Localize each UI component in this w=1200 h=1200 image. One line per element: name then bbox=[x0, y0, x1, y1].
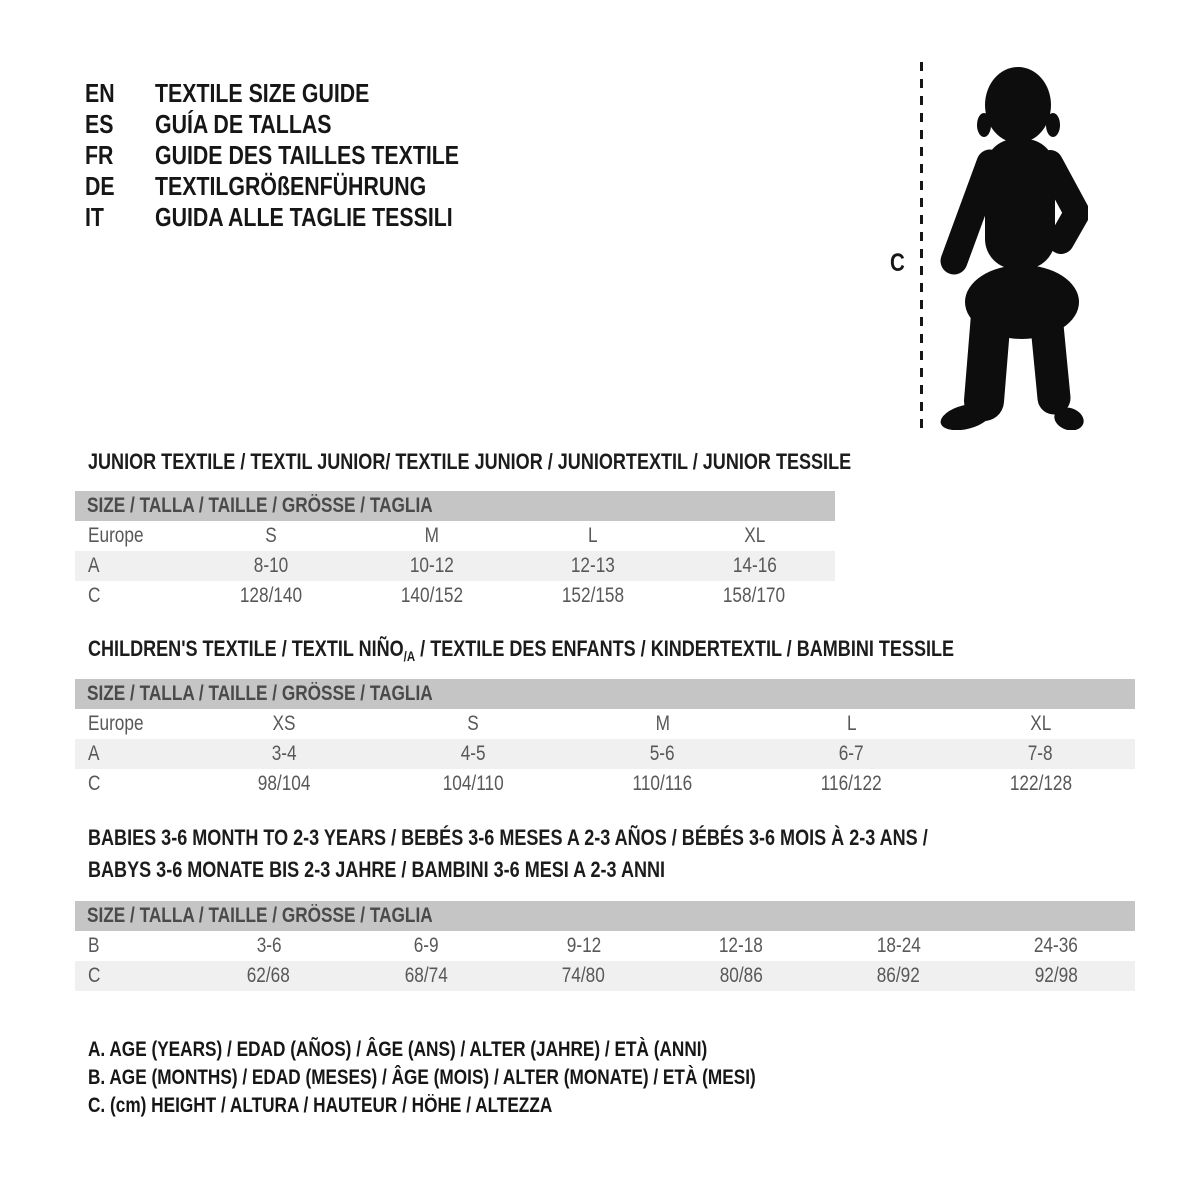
table-row-age bbox=[75, 739, 1135, 769]
language-code: ES bbox=[85, 109, 114, 139]
months-cell: 24-36 bbox=[1034, 934, 1079, 957]
children-table-title-text: CHILDREN'S TEXTILE / TEXTIL $NIÑO_{/A}$ / TEXTILE DES ENFANTS / KINDERTEXTIL / BAMBINI TESSILE bbox=[88, 636, 955, 664]
size-cell: XL bbox=[1029, 712, 1052, 735]
table-row-europe bbox=[75, 709, 1135, 739]
height-dashed-line bbox=[920, 62, 923, 434]
height-cell: 116/122 bbox=[821, 772, 882, 795]
language-code: FR bbox=[85, 140, 114, 170]
junior-size-table bbox=[75, 491, 835, 611]
age-cell: 6-7 bbox=[839, 742, 864, 765]
age-cell: 5-6 bbox=[650, 742, 675, 765]
age-cell: 14-16 bbox=[732, 554, 777, 577]
height-cell: 152/158 bbox=[561, 584, 625, 607]
size-header-bar bbox=[75, 679, 1135, 709]
height-cell: 86/92 bbox=[877, 964, 921, 987]
junior-table-title-text: JUNIOR TEXTILE / TEXTIL JUNIOR/ TEXTILE JUNIOR / JUNIORTEXTIL / JUNIOR TESSILE bbox=[88, 449, 852, 474]
language-row bbox=[85, 109, 526, 140]
height-cell: 92/98 bbox=[1034, 964, 1078, 987]
height-cell: 140/152 bbox=[400, 584, 463, 607]
size-cell: XL bbox=[743, 524, 765, 547]
children-table-title bbox=[88, 633, 1144, 672]
language-title: GUÍA DE TALLAS bbox=[155, 109, 332, 139]
size-header-bar bbox=[75, 901, 1135, 931]
table-row-months bbox=[75, 931, 1135, 961]
size-header-label: SIZE / TALLA / TAILLE / GRÖSSE / TAGLIA bbox=[87, 904, 433, 927]
height-cell: 74/80 bbox=[562, 964, 606, 987]
children-size-table bbox=[75, 679, 1135, 799]
table-row-height bbox=[75, 769, 1135, 799]
language-title: TEXTILGRÖßENFÜHRUNG bbox=[155, 171, 427, 201]
table-row-europe bbox=[75, 521, 835, 551]
table-row-height bbox=[75, 581, 835, 611]
months-cell: 12-18 bbox=[719, 934, 764, 957]
language-row bbox=[85, 171, 526, 202]
language-title: TEXTILE SIZE GUIDE bbox=[155, 78, 370, 108]
size-cell: S bbox=[264, 524, 277, 547]
row-label: C bbox=[88, 772, 101, 795]
age-cell: 4-5 bbox=[461, 742, 486, 765]
language-title: GUIDE DES TAILLES TEXTILE bbox=[155, 140, 460, 170]
months-cell: 9-12 bbox=[566, 934, 601, 957]
size-cell: M bbox=[655, 712, 670, 735]
title-subscript: /A bbox=[403, 648, 416, 664]
language-row bbox=[85, 140, 526, 171]
age-cell: 3-4 bbox=[272, 742, 297, 765]
size-cell: M bbox=[424, 524, 440, 547]
height-cell: 98/104 bbox=[258, 772, 311, 795]
height-measure-label: C bbox=[890, 249, 905, 277]
size-cell: S bbox=[467, 712, 480, 735]
row-label: A bbox=[88, 742, 100, 765]
babies-title-line1: BABIES 3-6 MONTH TO 2-3 YEARS / BEBÉS 3-6 MESES A 2-3 AÑOS / BÉBÉS 3-6 MOIS À 2-3 ANS / bbox=[88, 825, 928, 850]
row-label: Europe bbox=[88, 524, 144, 547]
legend bbox=[88, 1036, 902, 1120]
height-cell: 80/86 bbox=[719, 964, 763, 987]
legend-item-a: A. AGE (YEARS) / EDAD (AÑOS) / ÂGE (ANS) / ALTER (JAHRE) / ETÀ (ANNI) bbox=[88, 1038, 708, 1061]
legend-item-b: B. AGE (MONTHS) / EDAD (MESES) / ÂGE (MOIS) / ALTER (MONATE) / ETÀ (MESI) bbox=[88, 1066, 756, 1089]
age-cell: 8-10 bbox=[253, 554, 288, 577]
size-header-label: SIZE / TALLA / TAILLE / GRÖSSE / TAGLIA bbox=[87, 494, 433, 517]
babies-size-table bbox=[75, 901, 1135, 991]
months-cell: 18-24 bbox=[876, 934, 921, 957]
months-cell: 3-6 bbox=[256, 934, 282, 957]
height-cell: 62/68 bbox=[247, 964, 291, 987]
language-code: IT bbox=[85, 202, 104, 232]
size-header-label: SIZE / TALLA / TAILLE / GRÖSSE / TAGLIA bbox=[87, 682, 433, 705]
row-label: C bbox=[88, 964, 101, 987]
size-header-bar bbox=[75, 491, 835, 521]
months-cell: 6-9 bbox=[413, 934, 439, 957]
height-cell: 128/140 bbox=[239, 584, 302, 607]
babies-table-title bbox=[88, 822, 1112, 886]
row-label: B bbox=[88, 934, 100, 957]
height-cell: 104/110 bbox=[443, 772, 504, 795]
language-row bbox=[85, 78, 526, 109]
age-cell: 12-13 bbox=[571, 554, 616, 577]
height-cell: 122/128 bbox=[1009, 772, 1072, 795]
size-cell: L bbox=[846, 712, 857, 735]
table-row-age bbox=[75, 551, 835, 581]
language-row bbox=[85, 202, 526, 233]
size-cell: L bbox=[588, 524, 598, 547]
legend-item-c: C. (cm) HEIGHT / ALTURA / HAUTEUR / HÖHE / ALTEZZA bbox=[88, 1094, 553, 1117]
baby-height-figure bbox=[880, 55, 1120, 455]
junior-table-title bbox=[88, 446, 1019, 478]
size-cell: XS bbox=[273, 712, 296, 735]
babies-title-line2: BABYS 3-6 MONATE BIS 2-3 JAHRE / BAMBINI 3-6 MESI A 2-3 ANNI bbox=[88, 857, 666, 882]
language-title: GUIDA ALLE TAGLIE TESSILI bbox=[155, 202, 453, 232]
row-label: Europe bbox=[88, 712, 144, 735]
language-title-list bbox=[85, 78, 526, 233]
age-cell: 10-12 bbox=[409, 554, 454, 577]
language-code: DE bbox=[85, 171, 115, 201]
row-label: C bbox=[88, 584, 101, 607]
row-label: A bbox=[88, 554, 100, 577]
age-cell: 7-8 bbox=[1028, 742, 1053, 765]
language-code: EN bbox=[85, 78, 115, 108]
height-cell: 68/74 bbox=[404, 964, 448, 987]
height-cell: 158/170 bbox=[723, 584, 786, 607]
height-cell: 110/116 bbox=[632, 772, 693, 795]
baby-silhouette-icon bbox=[938, 65, 1088, 430]
table-row-height bbox=[75, 961, 1135, 991]
